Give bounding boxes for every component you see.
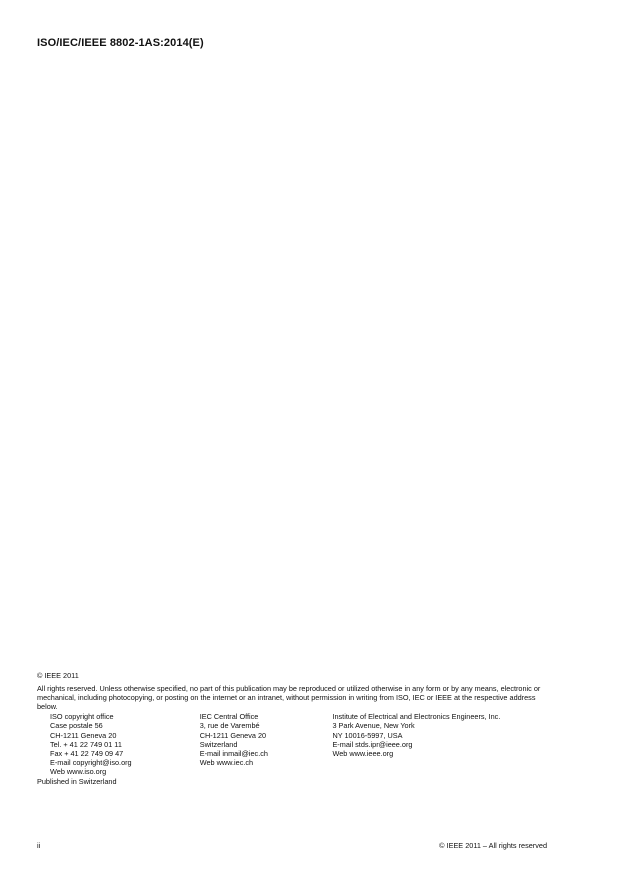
iec-address-line: 3, rue de Varembé: [199, 721, 260, 731]
iec-address: [200, 712, 333, 776]
copyright-line: © IEEE 2011: [37, 671, 79, 680]
ieee-web: Web www.ieee.org: [332, 748, 394, 758]
iec-address-line: IEC Central Office: [199, 712, 259, 722]
page-number: ii: [37, 841, 41, 850]
footer-copyright: © IEEE 2011 – All rights reserved: [439, 841, 547, 850]
rights-reserved-text: All rights reserved. Unless otherwise specified, no part of this publication may be reproduced or utilized otherwise in any form or by any means, electronic or mechanical, including photocopying, or posting on the internet or an intranet, without permission in writing from ISO, IEC or IEEE at the respective address below.: [37, 684, 541, 712]
ieee-address: [332, 712, 552, 776]
iso-email: E-mail copyright@iso.org: [50, 757, 132, 767]
iso-address: [50, 712, 200, 776]
iec-web: Web www.iec.ch: [199, 757, 254, 767]
iso-address-line: Case postale 56: [50, 721, 103, 731]
iec-address-line: CH-1211 Geneva 20: [199, 730, 267, 740]
iso-address-line: CH-1211 Geneva 20: [50, 730, 117, 740]
ieee-address-line: 3 Park Avenue, New York: [332, 721, 415, 731]
iec-address-line: Switzerland: [199, 739, 238, 749]
copyright-block: [37, 671, 552, 786]
iso-address-line: ISO copyright office: [50, 712, 114, 722]
iso-web: Web www.iso.org: [50, 766, 107, 776]
published-in: Published in Switzerland: [37, 777, 117, 787]
iso-fax: Fax + 41 22 749 09 47: [50, 748, 124, 758]
ieee-address-line: Institute of Electrical and Electronics Engineers, Inc.: [332, 712, 501, 722]
ieee-address-line: NY 10016-5997, USA: [332, 730, 403, 740]
address-columns: [37, 712, 552, 776]
document-id-header: ISO/IEC/IEEE 8802-1AS:2014(E): [37, 37, 204, 49]
iso-phone: Tel. + 41 22 749 01 11: [50, 739, 122, 749]
ieee-email: E-mail stds.ipr@ieee.org: [332, 739, 413, 749]
iec-email: E-mail inmail@iec.ch: [199, 748, 268, 758]
